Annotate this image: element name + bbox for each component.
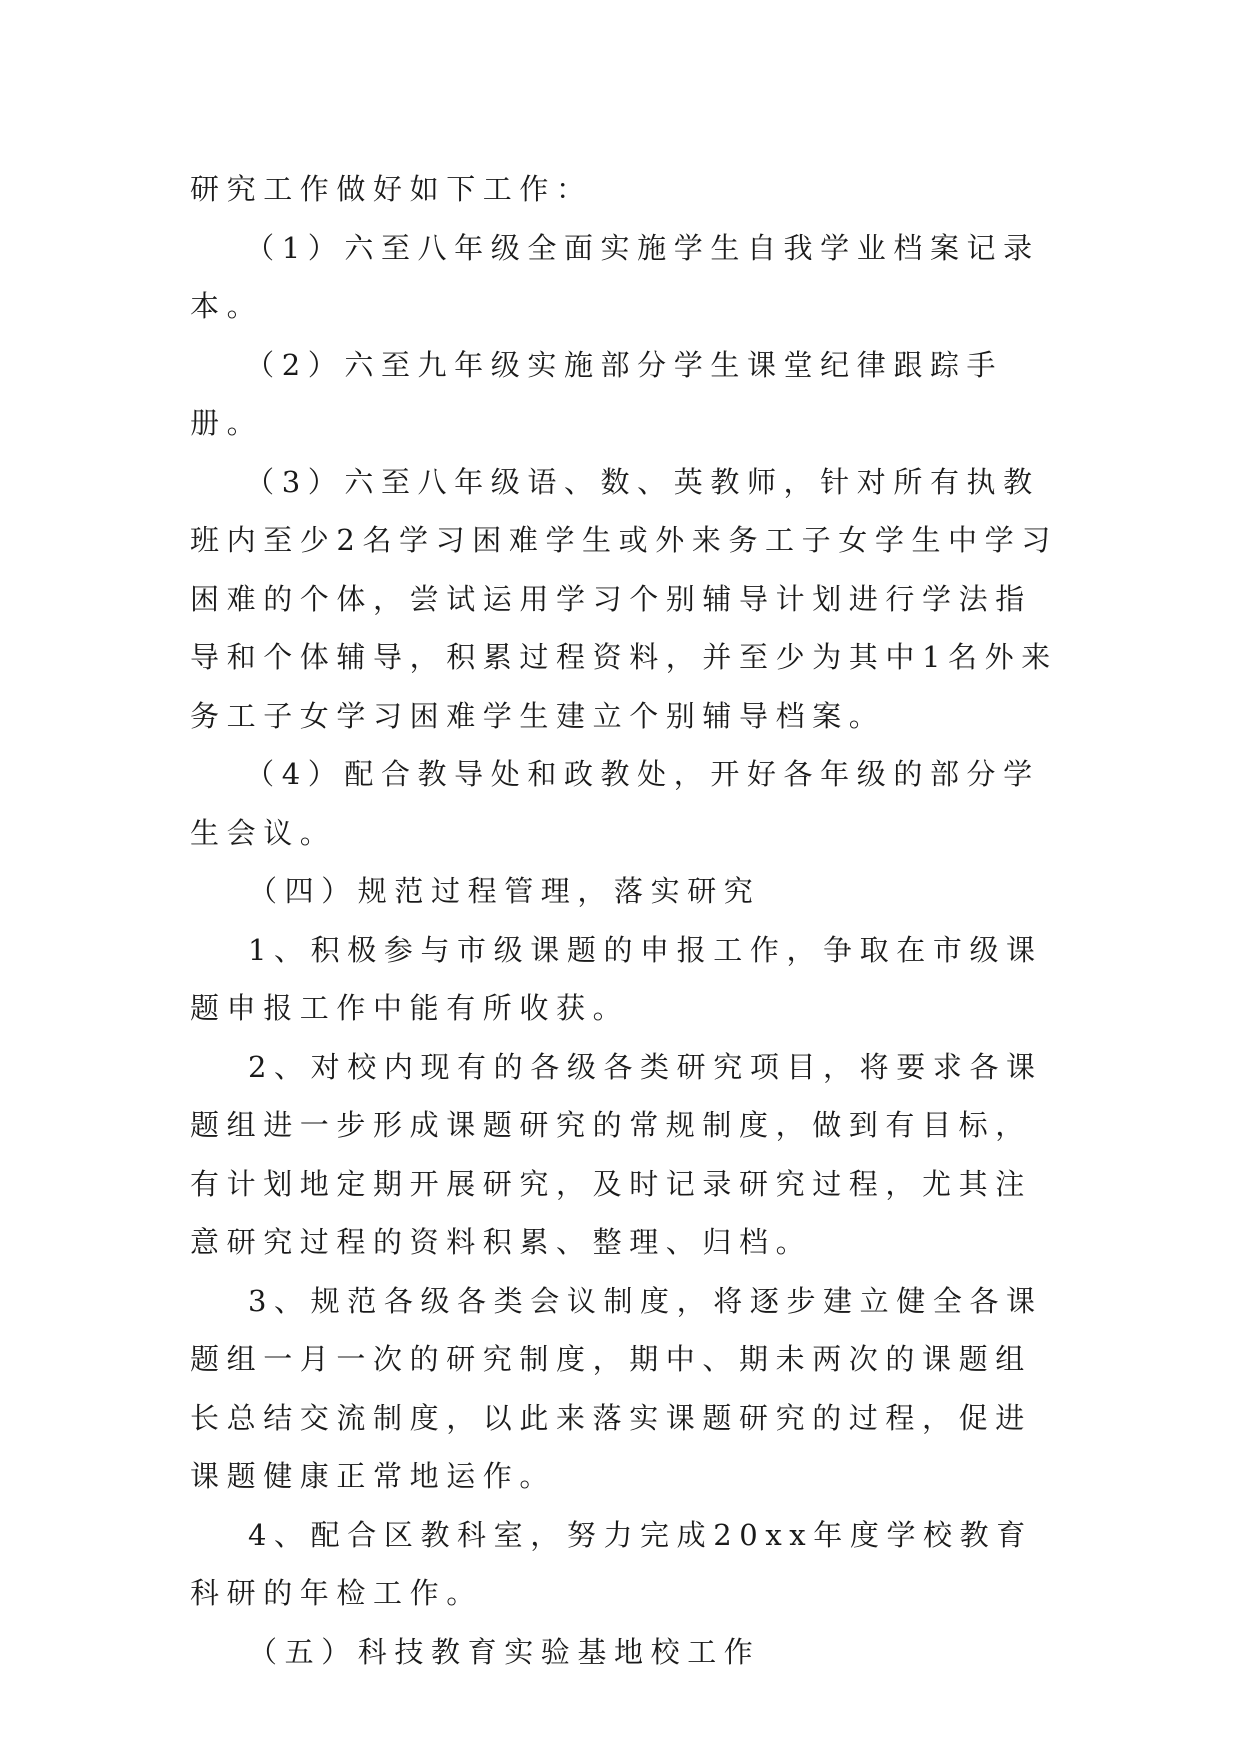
paragraph-item-1: （1）六至八年级全面实施学生自我学业档案记录本。 xyxy=(190,230,1040,323)
document-body xyxy=(190,160,1060,1681)
paragraph-point-3: 3、规范各级各类会议制度，将逐步建立健全各课题组一月一次的研究制度，期中、期未两次的课题组长总结交流制度，以此来落实课题研究的过程，促进课题健康正常地运作。 xyxy=(190,1283,1043,1493)
paragraph-intro: 研究工作做好如下工作： xyxy=(190,172,593,206)
paragraph-item-2: （2）六至九年级实施部分学生课堂纪律跟踪手册。 xyxy=(190,347,1004,440)
paragraph-point-4: 4、配合区教科室，努力完成20xx年度学校教育科研的年检工作。 xyxy=(190,1517,1033,1610)
paragraph-point-1: 1、积极参与市级课题的申报工作，争取在市级课题申报工作中能有所收获。 xyxy=(190,932,1043,1025)
paragraph-item-3: （3）六至八年级语、数、英教师，针对所有执教班内至少2名学习困难学生或外来务工子女学生中学习困难的个体，尝试运用学习个别辅导计划进行学法指导和个体辅导，积累过程资料，并至少为其中1名外来务工子女学习困难学生建立个别辅导档案。 xyxy=(190,464,1058,733)
paragraph-item-4: （4）配合教导处和政教处，开好各年级的部分学生会议。 xyxy=(190,757,1040,850)
paragraph-point-2: 2、对校内现有的各级各类研究项目，将要求各课题组进一步形成课题研究的常规制度，做到有目标，有计划地定期开展研究，及时记录研究过程，尤其注意研究过程的资料积累、整理、归档。 xyxy=(190,1049,1043,1259)
section-heading-4: （四）规范过程管理，落实研究 xyxy=(248,874,761,908)
section-heading-5: （五）科技教育实验基地校工作 xyxy=(248,1634,761,1669)
